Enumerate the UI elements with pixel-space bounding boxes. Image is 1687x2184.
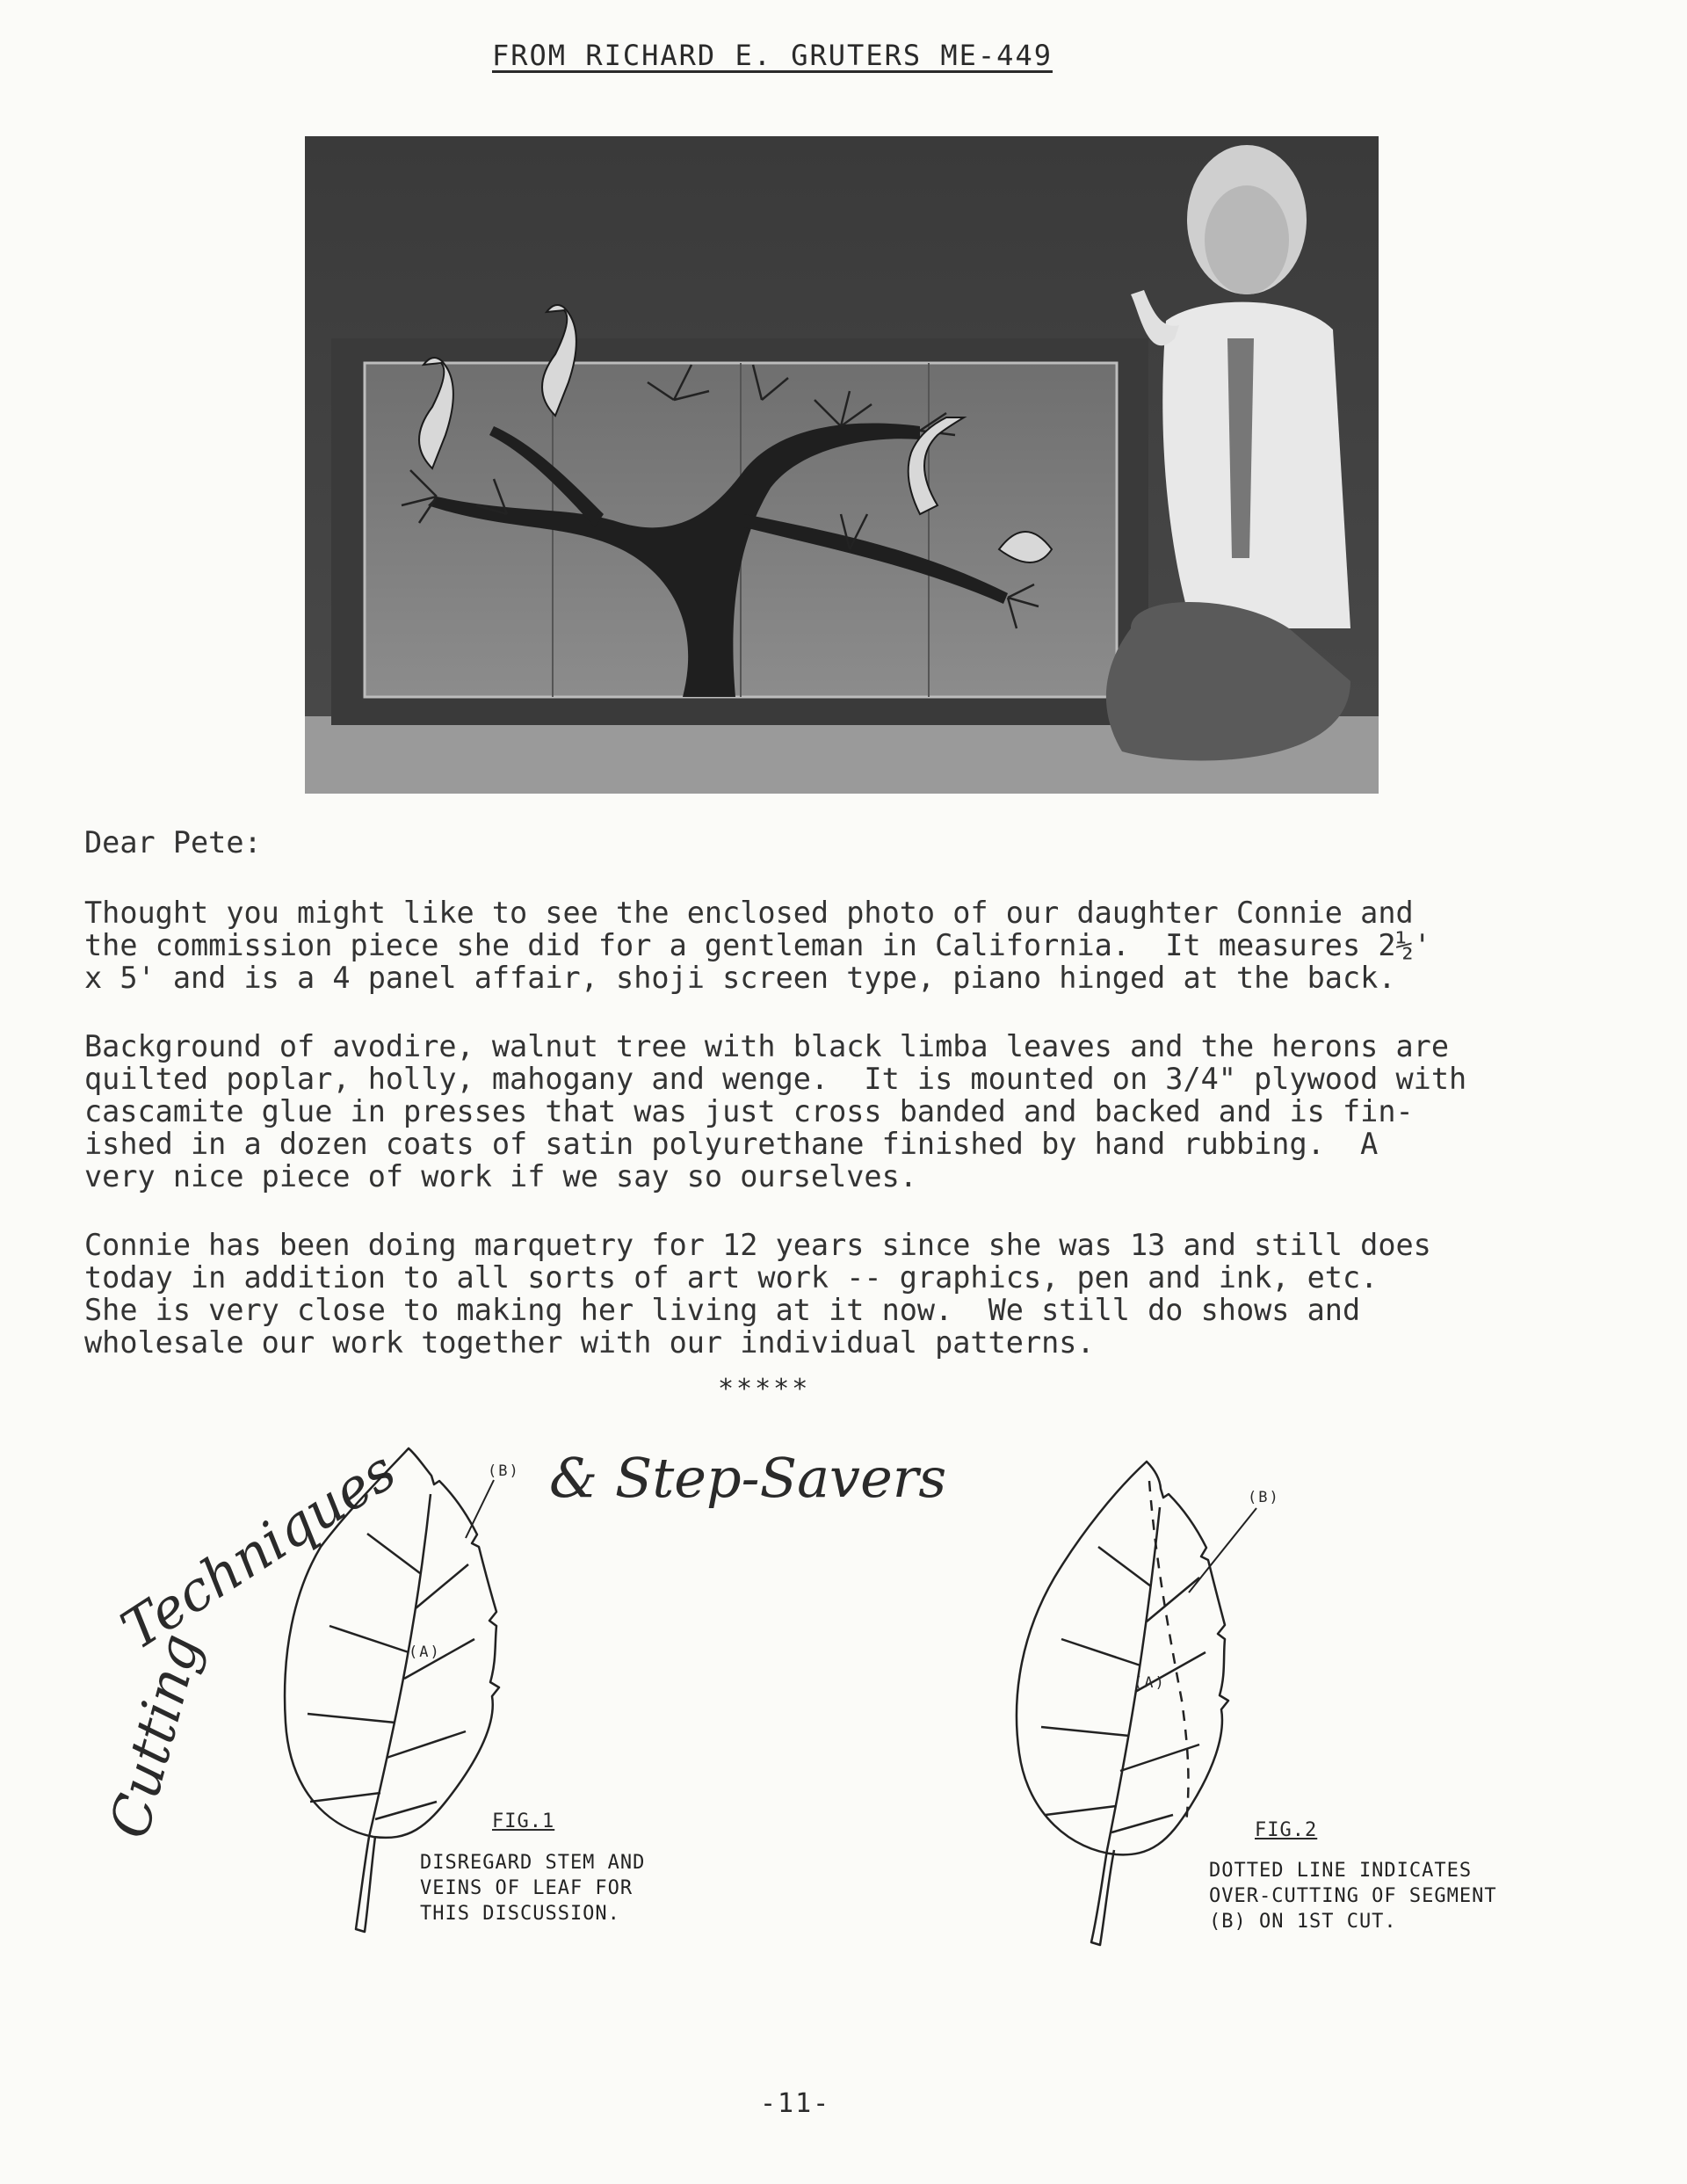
page-number: -11- [760, 2088, 831, 2119]
photo-illustration [305, 136, 1379, 794]
letter-line: today in addition to all sorts of art work -- graphics, pen and ink, etc. [84, 1260, 1379, 1295]
fig2-label-b: (B) [1248, 1489, 1280, 1506]
letter-line: very nice piece of work if we say so ourselves. [84, 1159, 917, 1194]
fig1-caption-line: VEINS OF LEAF FOR [420, 1877, 634, 1899]
fig1-caption-line: THIS DISCUSSION. [420, 1903, 620, 1925]
fig2-label-a: (A) [1133, 1674, 1166, 1692]
letter-line: the commission piece she did for a gentleman in California. It measures 2½' [84, 928, 1431, 962]
letter-salutation: Dear Pete: [84, 825, 262, 860]
section-title-step-savers: & Step-Savers [549, 1446, 947, 1510]
fig1-caption-line: DISREGARD STEM AND [420, 1852, 646, 1874]
fig2-label-b-pointer [1182, 1505, 1270, 1601]
letter-line: She is very close to making her living at it now. We still do shows and [84, 1293, 1361, 1327]
fig2-caption-line: DOTTED LINE INDICATES [1209, 1860, 1473, 1882]
leaf-stem [1091, 1507, 1160, 1945]
fig2-caption-line: OVER-CUTTING OF SEGMENT [1209, 1885, 1497, 1907]
letter-line: wholesale our work together with our individual patterns. [84, 1325, 1095, 1360]
title-word-techniques: Techniques [110, 1438, 408, 1663]
fig1-label-a: (A) [409, 1643, 441, 1661]
letter-line: x 5' and is a 4 panel affair, shoji screen type, piano hinged at the back. [84, 961, 1396, 995]
letter-line: Connie has been doing marquetry for 12 years since she was 13 and still does [84, 1228, 1431, 1262]
marquetry-photo [305, 136, 1379, 794]
letter-line: ished in a dozen coats of satin polyurethane finished by hand rubbing. A [84, 1127, 1379, 1161]
section-separator: ***** [718, 1374, 811, 1404]
fig1-label-b: (B) [488, 1462, 520, 1480]
letter-line: Thought you might like to see the enclosed photo of our daughter Connie and [84, 896, 1414, 930]
title-word-cutting: Cutting [97, 1627, 213, 1845]
letter-line: quilted poplar, holly, mahogany and wenge. It is mounted on 3/4" plywood with [84, 1062, 1467, 1096]
fig2-title: FIG.2 [1255, 1819, 1318, 1841]
letter-line: Background of avodire, walnut tree with black limba leaves and the herons are [84, 1029, 1449, 1063]
fig2-caption-line: (B) ON 1ST CUT. [1209, 1911, 1397, 1933]
fig1-label-b-pointer [457, 1477, 510, 1547]
fig1-title: FIG.1 [492, 1810, 555, 1832]
letter-line: cascamite glue in presses that was just cross banded and backed and is fin- [84, 1094, 1414, 1128]
letter-header: FROM RICHARD E. GRUTERS ME-449 [492, 39, 1053, 72]
